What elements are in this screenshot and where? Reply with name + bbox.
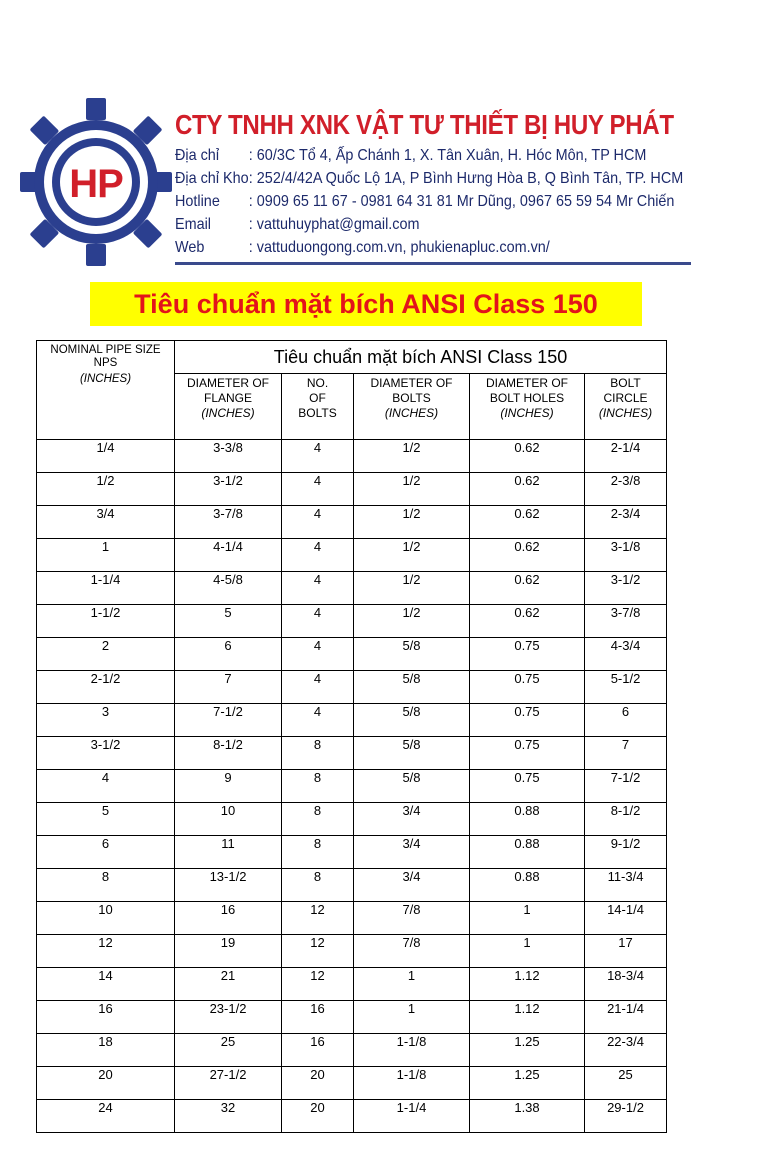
table-row bbox=[37, 869, 667, 902]
table-cell: 13-1/2 bbox=[175, 869, 282, 902]
header-diameter-of-bolts bbox=[354, 374, 470, 440]
info-value: : 252/4/42A Quốc Lộ 1A, P Bình Hưng Hòa B, Q Bình Tân, TP. HCM bbox=[248, 170, 684, 187]
table-row bbox=[37, 1034, 667, 1067]
table-cell: 12 bbox=[282, 968, 354, 1001]
table-row bbox=[37, 1067, 667, 1100]
table-row bbox=[37, 1001, 667, 1034]
table-row bbox=[37, 440, 667, 473]
table-cell: 4 bbox=[282, 704, 354, 737]
info-warehouse bbox=[175, 167, 684, 190]
table-row bbox=[37, 770, 667, 803]
info-value: : 60/3C Tổ 4, Ấp Chánh 1, X. Tân Xuân, H. Hóc Môn, TP HCM bbox=[248, 147, 647, 164]
table-cell: 11-3/4 bbox=[585, 869, 667, 902]
table-cell: 6 bbox=[175, 638, 282, 671]
company-info bbox=[175, 108, 735, 259]
table-cell: 0.62 bbox=[470, 506, 585, 539]
table-cell: 0.88 bbox=[470, 836, 585, 869]
table-cell: 0.75 bbox=[470, 671, 585, 704]
table-cell: 0.75 bbox=[470, 638, 585, 671]
table-cell: 4 bbox=[37, 770, 175, 803]
table-cell: 16 bbox=[37, 1001, 175, 1034]
table-cell: 8 bbox=[282, 869, 354, 902]
info-value: : vattuduongong.com.vn, phukienapluc.com.vn/ bbox=[248, 239, 550, 256]
table-cell: 7-1/2 bbox=[585, 770, 667, 803]
table-cell: 4 bbox=[282, 440, 354, 473]
table-cell: 9-1/2 bbox=[585, 836, 667, 869]
table-row bbox=[37, 935, 667, 968]
header-line: DIAMETER OF bbox=[186, 376, 269, 390]
header-line: FLANGE bbox=[203, 391, 252, 405]
table-cell: 4 bbox=[282, 605, 354, 638]
table-cell: 8 bbox=[282, 803, 354, 836]
header-diameter-of-flange bbox=[175, 374, 282, 440]
info-hotline bbox=[175, 190, 679, 213]
header-bolt-circle bbox=[585, 374, 667, 440]
table-cell: 21 bbox=[175, 968, 282, 1001]
table-cell: 1 bbox=[354, 968, 470, 1001]
table-cell: 5/8 bbox=[354, 770, 470, 803]
table-cell: 0.88 bbox=[470, 869, 585, 902]
header-line: BOLTS bbox=[298, 406, 337, 420]
table-cell: 1.25 bbox=[470, 1034, 585, 1067]
table-cell: 20 bbox=[37, 1067, 175, 1100]
table-cell: 1-1/4 bbox=[37, 572, 175, 605]
info-label: Địa chỉ Kho bbox=[175, 170, 249, 187]
table-row bbox=[37, 1100, 667, 1133]
table-cell: 12 bbox=[282, 902, 354, 935]
header-line: (INCHES) bbox=[598, 406, 653, 420]
table-row bbox=[37, 506, 667, 539]
table-cell: 1-1/2 bbox=[37, 605, 175, 638]
table-cell: 22-3/4 bbox=[585, 1034, 667, 1067]
table-cell: 4-3/4 bbox=[585, 638, 667, 671]
table-cell: 12 bbox=[37, 935, 175, 968]
table-cell: 3/4 bbox=[354, 803, 470, 836]
table-row bbox=[37, 671, 667, 704]
table-cell: 32 bbox=[175, 1100, 282, 1133]
table-cell: 4 bbox=[282, 506, 354, 539]
table-cell: 1-1/8 bbox=[354, 1034, 470, 1067]
info-value: : 0909 65 11 67 - 0981 64 31 81 Mr Dũng, 0967 65 59 54 Mr Chiến bbox=[248, 193, 675, 210]
table-cell: 8 bbox=[282, 836, 354, 869]
table-cell: 10 bbox=[37, 902, 175, 935]
header-unit: (INCHES) bbox=[79, 373, 132, 385]
info-label: Địa chỉ bbox=[175, 147, 220, 164]
table-cell: 7/8 bbox=[354, 902, 470, 935]
table-cell: 1.12 bbox=[470, 968, 585, 1001]
table-cell: 17 bbox=[585, 935, 667, 968]
header-line: (INCHES) bbox=[201, 406, 255, 420]
table-cell: 29-1/2 bbox=[585, 1100, 667, 1133]
table-cell: 25 bbox=[175, 1034, 282, 1067]
table-cell: 1/2 bbox=[354, 605, 470, 638]
table-cell: 8 bbox=[37, 869, 175, 902]
table-cell: 19 bbox=[175, 935, 282, 968]
table-cell: 0.62 bbox=[470, 539, 585, 572]
header-line: (INCHES) bbox=[384, 406, 439, 420]
table-cell: 2-1/2 bbox=[37, 671, 175, 704]
table-cell: 7-1/2 bbox=[175, 704, 282, 737]
table-cell: 3-7/8 bbox=[175, 506, 282, 539]
table-cell: 0.88 bbox=[470, 803, 585, 836]
table-row bbox=[37, 539, 667, 572]
info-label: Hotline bbox=[175, 193, 220, 210]
table-cell: 3/4 bbox=[37, 506, 175, 539]
table-cell: 1-1/8 bbox=[354, 1067, 470, 1100]
table-cell: 2-3/4 bbox=[585, 506, 667, 539]
table-row bbox=[37, 737, 667, 770]
table-cell: 7 bbox=[585, 737, 667, 770]
table-cell: 4-5/8 bbox=[175, 572, 282, 605]
table-cell: 21-1/4 bbox=[585, 1001, 667, 1034]
header-line: NPS bbox=[93, 357, 118, 369]
table-cell: 4 bbox=[282, 572, 354, 605]
header-line: NO. bbox=[306, 376, 329, 390]
table-cell: 3-1/2 bbox=[37, 737, 175, 770]
table-cell: 18 bbox=[37, 1034, 175, 1067]
table-cell: 1/4 bbox=[37, 440, 175, 473]
table-cell: 18-3/4 bbox=[585, 968, 667, 1001]
table-cell: 14-1/4 bbox=[585, 902, 667, 935]
table-cell: 0.62 bbox=[470, 473, 585, 506]
header-divider bbox=[175, 262, 691, 265]
header-line: BOLT bbox=[610, 376, 641, 390]
table-cell: 0.62 bbox=[470, 572, 585, 605]
table-row bbox=[37, 704, 667, 737]
logo-letters: HP bbox=[69, 162, 123, 206]
table-cell: 1-1/4 bbox=[354, 1100, 470, 1133]
table-row bbox=[37, 902, 667, 935]
table-cell: 5 bbox=[175, 605, 282, 638]
info-label: Web bbox=[175, 239, 205, 256]
table-row bbox=[37, 836, 667, 869]
table-cell: 1/2 bbox=[354, 506, 470, 539]
info-address bbox=[175, 144, 679, 167]
table-cell: 20 bbox=[282, 1067, 354, 1100]
table-cell: 1/2 bbox=[354, 539, 470, 572]
table-cell: 2-1/4 bbox=[585, 440, 667, 473]
table-cell: 3/4 bbox=[354, 836, 470, 869]
info-web bbox=[175, 236, 679, 259]
table-cell: 9 bbox=[175, 770, 282, 803]
table-row bbox=[37, 572, 667, 605]
table-cell: 3 bbox=[37, 704, 175, 737]
table-cell: 0.75 bbox=[470, 704, 585, 737]
header-line: NOMINAL PIPE SIZE bbox=[50, 344, 161, 356]
table-cell: 5/8 bbox=[354, 704, 470, 737]
table-cell: 1/2 bbox=[354, 473, 470, 506]
table-row bbox=[37, 605, 667, 638]
table-cell: 1/2 bbox=[354, 572, 470, 605]
header-diameter-of-bolt-holes bbox=[470, 374, 585, 440]
info-email bbox=[175, 213, 679, 236]
info-label: Email bbox=[175, 216, 212, 233]
table-cell: 6 bbox=[37, 836, 175, 869]
table-cell: 1 bbox=[37, 539, 175, 572]
table-cell: 0.75 bbox=[470, 770, 585, 803]
table-cell: 24 bbox=[37, 1100, 175, 1133]
header-line: DIAMETER OF bbox=[370, 376, 453, 390]
table-row bbox=[37, 968, 667, 1001]
table-header-row bbox=[37, 341, 667, 374]
table-cell: 1 bbox=[354, 1001, 470, 1034]
table-body bbox=[37, 440, 667, 1133]
table-cell: 3-7/8 bbox=[585, 605, 667, 638]
table-cell: 2 bbox=[37, 638, 175, 671]
table-cell: 3-3/8 bbox=[175, 440, 282, 473]
table-cell: 3-1/8 bbox=[585, 539, 667, 572]
flange-spec-table bbox=[36, 340, 667, 1133]
table-row bbox=[37, 473, 667, 506]
table-cell: 3-1/2 bbox=[585, 572, 667, 605]
table-cell: 7/8 bbox=[354, 935, 470, 968]
table-row bbox=[37, 638, 667, 671]
table-cell: 20 bbox=[282, 1100, 354, 1133]
table-cell: 16 bbox=[175, 902, 282, 935]
table-cell: 5/8 bbox=[354, 671, 470, 704]
table-cell: 0.62 bbox=[470, 605, 585, 638]
table-cell: 4 bbox=[282, 638, 354, 671]
header-line: DIAMETER OF bbox=[485, 376, 568, 390]
table-cell: 0.75 bbox=[470, 737, 585, 770]
table-cell: 16 bbox=[282, 1034, 354, 1067]
header-line: OF bbox=[309, 391, 326, 405]
table-cell: 8 bbox=[282, 737, 354, 770]
table-cell: 11 bbox=[175, 836, 282, 869]
table-cell: 3/4 bbox=[354, 869, 470, 902]
table-cell: 8-1/2 bbox=[585, 803, 667, 836]
header-number-of-bolts bbox=[282, 374, 354, 440]
company-logo bbox=[20, 96, 172, 268]
table-cell: 16 bbox=[282, 1001, 354, 1034]
table-row bbox=[37, 803, 667, 836]
header-line: (INCHES) bbox=[500, 406, 554, 420]
table-cell: 3-1/2 bbox=[175, 473, 282, 506]
table-group-title: Tiêu chuẩn mặt bích ANSI Class 150 bbox=[175, 341, 667, 374]
table-cell: 5/8 bbox=[354, 638, 470, 671]
table-cell: 5 bbox=[37, 803, 175, 836]
table-cell: 1 bbox=[470, 935, 585, 968]
table-cell: 27-1/2 bbox=[175, 1067, 282, 1100]
table-cell: 10 bbox=[175, 803, 282, 836]
table-cell: 4 bbox=[282, 473, 354, 506]
table-cell: 0.62 bbox=[470, 440, 585, 473]
table-cell: 1/2 bbox=[354, 440, 470, 473]
table-cell: 25 bbox=[585, 1067, 667, 1100]
table-cell: 12 bbox=[282, 935, 354, 968]
table-cell: 1.38 bbox=[470, 1100, 585, 1133]
table-cell: 1.25 bbox=[470, 1067, 585, 1100]
table-cell: 23-1/2 bbox=[175, 1001, 282, 1034]
table-cell: 5/8 bbox=[354, 737, 470, 770]
table-cell: 2-3/8 bbox=[585, 473, 667, 506]
table-cell: 6 bbox=[585, 704, 667, 737]
header-line: BOLTS bbox=[392, 391, 431, 405]
page-title-banner: Tiêu chuẩn mặt bích ANSI Class 150 bbox=[90, 282, 642, 326]
header-nominal-pipe-size bbox=[37, 341, 175, 440]
table-cell: 1 bbox=[470, 902, 585, 935]
table-cell: 4 bbox=[282, 671, 354, 704]
table-cell: 7 bbox=[175, 671, 282, 704]
table-cell: 4-1/4 bbox=[175, 539, 282, 572]
info-value: : vattuhuyphat@gmail.com bbox=[248, 216, 420, 233]
table-cell: 14 bbox=[37, 968, 175, 1001]
table-cell: 1.12 bbox=[470, 1001, 585, 1034]
table-cell: 4 bbox=[282, 539, 354, 572]
company-name: CTY TNHH XNK VẬT TƯ THIẾT BỊ HUY PHÁT bbox=[175, 109, 674, 140]
table-cell: 5-1/2 bbox=[585, 671, 667, 704]
header-line: CIRCLE bbox=[603, 391, 648, 405]
header-line: BOLT HOLES bbox=[489, 391, 565, 405]
table-cell: 8 bbox=[282, 770, 354, 803]
table-cell: 1/2 bbox=[37, 473, 175, 506]
table-cell: 8-1/2 bbox=[175, 737, 282, 770]
